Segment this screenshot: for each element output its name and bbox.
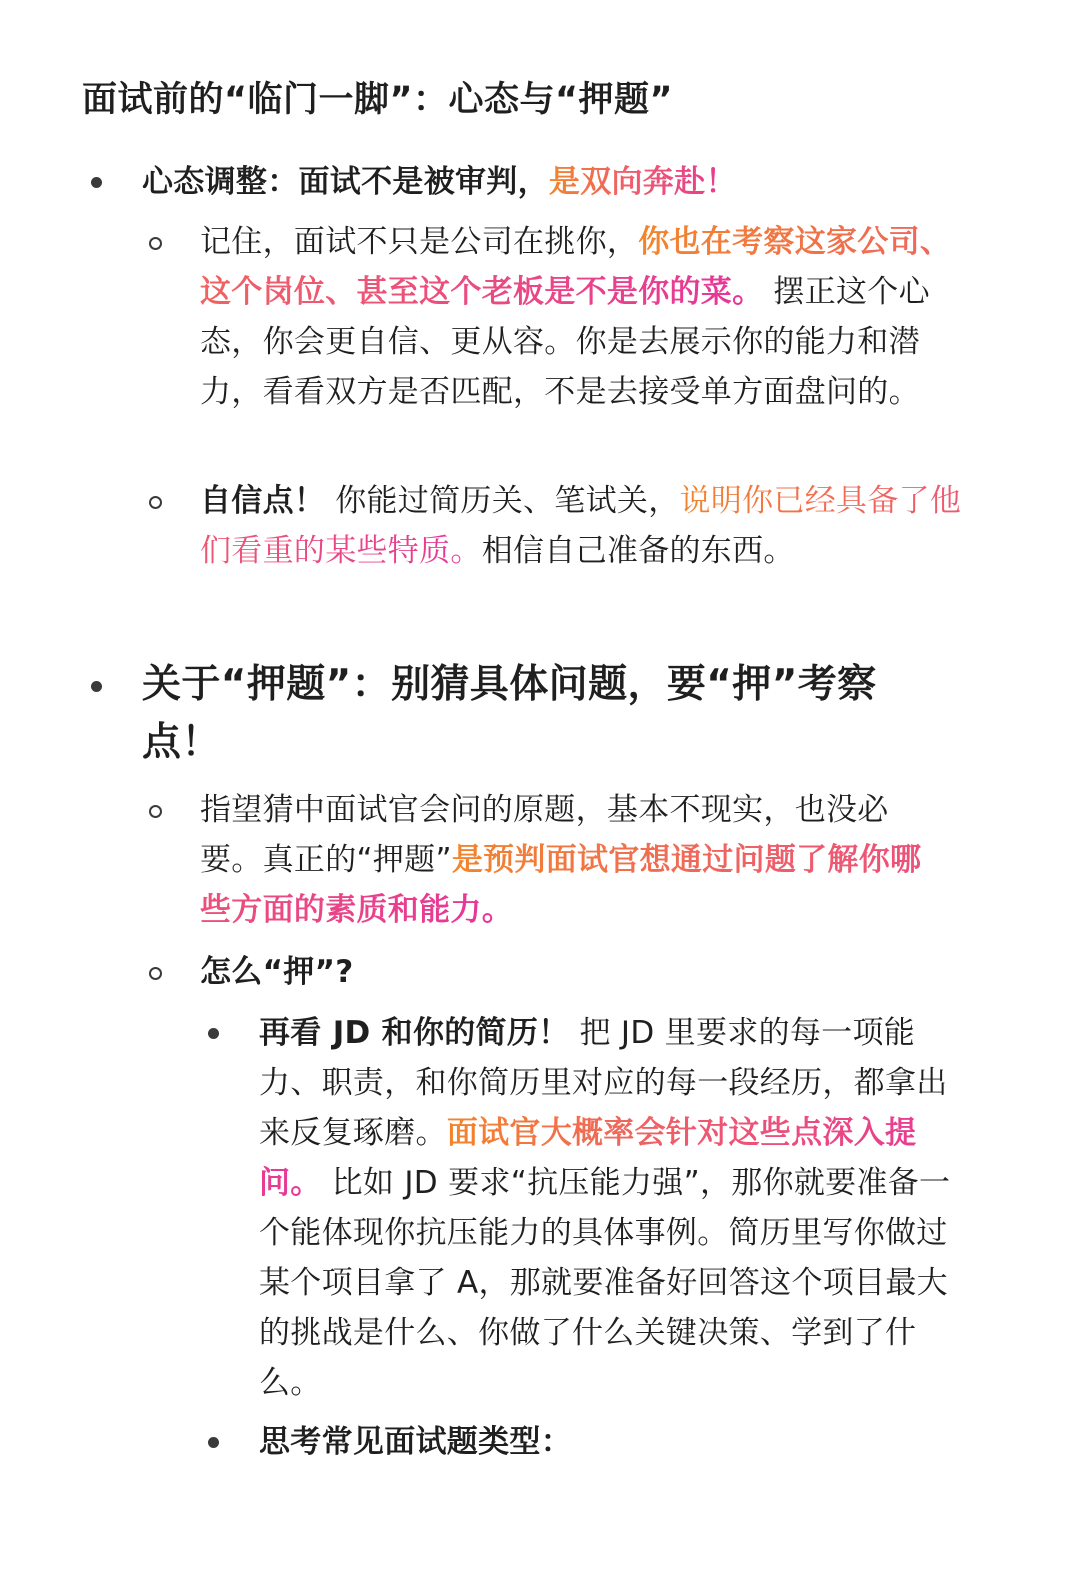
guessing-subitem-1: [259, 1008, 959, 1408]
page-title: 面试前的“临门一脚”：心态与“押题”: [82, 80, 674, 120]
mindset-item-1-tail: 摆正这个心态，你会更自信、更从容。你是去展示你的能力和潜力，看看双方是否匹配，不是去接受单方面盘问的。: [200, 274, 930, 410]
mindset-item-2: [200, 476, 965, 576]
guessing-subitem-1-lead: 把 JD 里要求的每一项能力、职责，和你简历里对应的每一段经历，都拿出来反复琢磨。: [259, 1015, 948, 1151]
bullet-circle: [149, 967, 162, 980]
mindset-heading: [142, 157, 1002, 207]
mindset-heading-accent: 是双向奔赴！: [548, 164, 737, 200]
mindset-item-2-accent: 说明你已经具备了他们看重的某些特质。: [200, 483, 962, 569]
mindset-item-2-lead: 你能过简历关、笔试关，: [335, 483, 680, 519]
guessing-item-1-lead: 指望猜中面试官会问的原题，基本不现实，也没必要。真正的“押题”: [200, 792, 889, 878]
bullet-dot: [208, 1437, 219, 1448]
guessing-heading: 关于“押题”：别猜具体问题，要“押”考察点！: [142, 662, 877, 765]
guessing-subitem-1-bold: 再看 JD 和你的简历！: [259, 1015, 570, 1051]
bullet-circle: [149, 237, 162, 250]
guessing-subitem-2: 思考常见面试题类型：: [259, 1424, 572, 1460]
mindset-item-2-tail: 相信自己准备的东西。: [481, 533, 795, 569]
bullet-dot: [91, 681, 102, 692]
guessing-item-2: 怎么“押”?: [200, 954, 354, 990]
bullet-circle: [149, 496, 162, 509]
mindset-item-1-lead: 记住，面试不只是公司在挑你，: [200, 224, 639, 260]
guessing-subitem-1-accent: 面试官大概率会针对这些点深入提问。: [259, 1115, 917, 1201]
mindset-item-2-bold: 自信点！: [200, 483, 326, 519]
guessing-item-1: [200, 785, 950, 935]
mindset-item-1-accent: 你也在考察这家公司、这个岗位、甚至这个老板是不是你的菜。: [200, 224, 952, 310]
guessing-item-1-accent: 是预判面试官想通过问题了解你哪些方面的素质和能力。: [200, 842, 922, 928]
guessing-subitem-1-tail: 比如 JD 要求“抗压能力强”，那你就要准备一个能体现你抗压能力的具体事例。简历里写你做过某个项目拿了 A，那就要准备好回答这个项目最大的挑战是什么、你做了什么关键决策、学到了什么。: [259, 1165, 951, 1401]
bullet-dot: [91, 177, 102, 188]
mindset-heading-lead: 心态调整：面试不是被审判，: [142, 164, 549, 200]
mindset-item-1: [200, 217, 965, 417]
bullet-circle: [149, 805, 162, 818]
bullet-dot: [208, 1028, 219, 1039]
